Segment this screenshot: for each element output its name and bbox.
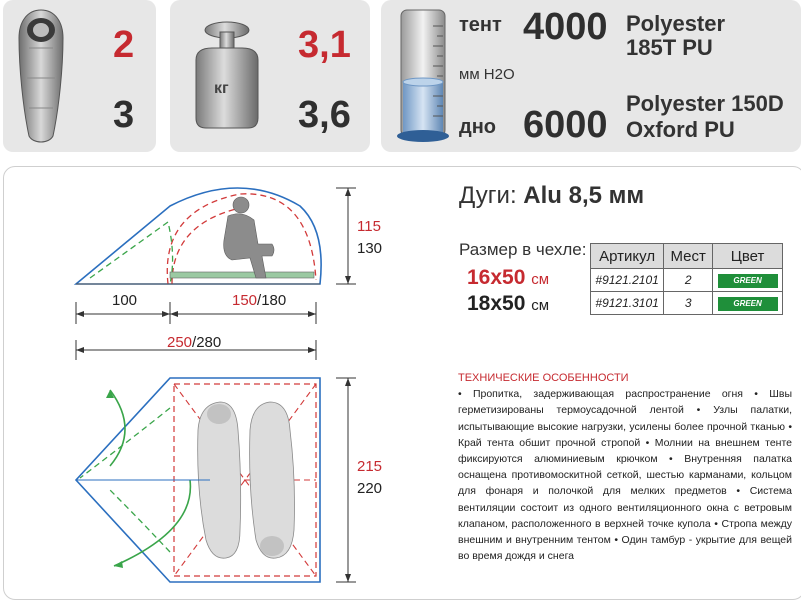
total-length — [167, 334, 221, 351]
waterproof-panel — [381, 0, 801, 152]
tent-material-1: Polyester — [626, 11, 726, 36]
plan-view-diagram — [0, 370, 450, 598]
places-cell: 3 — [664, 292, 713, 315]
poles-label: Дуги: — [459, 182, 517, 209]
column-header-places: Мест — [664, 244, 713, 269]
total-length-2: /280 — [192, 334, 222, 351]
pack-size-2-unit: см — [531, 297, 550, 314]
inner-length-1: 150 — [232, 292, 258, 309]
article-cell: #9121.2101 — [591, 269, 664, 292]
tent-material-2: 185T PU — [626, 35, 713, 60]
pack-size-2-value: 18x50 — [467, 292, 526, 315]
total-length-1: 250 — [167, 334, 193, 351]
tent-water-value: 4000 — [523, 6, 608, 48]
pack-size-1 — [467, 266, 549, 290]
color-badge: GREEN — [718, 274, 778, 288]
capacity-panel — [3, 0, 156, 152]
features-text: • Пропитка, задерживающая распространение огня • Швы герметизированы термоусадочной лентой • Узлы палатки, испытывающие высокие нагрузки, усилены более прочной тканью • Край тента обшит прочной стропой • Молнии на внешнем тенте фиксируются алюминиевым крючком • Внутренняя палатка оснащена противомоскитной сеткой, шестью карманами, кольцом для фонаря и полочкой для мелких предметов • Система вентиляции состоит из одного вентиляционного окна с ветровым клапаном, расположенного в верхней точке купола • Стропа между внешним и внутренним тентом • Один тамбур - укрытие для вещей во время дождя и снега — [458, 388, 792, 563]
column-header-article: Артикул — [591, 244, 664, 269]
person-silhouette — [224, 197, 274, 278]
weight-icon — [190, 20, 264, 132]
weight-value-1: 3,1 — [298, 24, 351, 66]
floor-water-value: 6000 — [523, 104, 608, 146]
table-row — [591, 269, 783, 292]
poles-line — [459, 182, 644, 210]
height-label — [357, 216, 382, 260]
plan-length-label — [357, 456, 382, 500]
pack-size-1-unit: см — [531, 271, 550, 288]
tent-label: тент — [459, 14, 502, 36]
pack-size-2 — [467, 292, 549, 316]
table-row — [591, 292, 783, 315]
side-view-diagram — [0, 160, 450, 370]
height-value-2: 130 — [357, 240, 383, 257]
capacity-value-2: 3 — [113, 94, 135, 136]
features-title: ТЕХНИЧЕСКИЕ ОСОБЕННОСТИ — [458, 372, 629, 384]
poles-value: Alu 8,5 мм — [523, 182, 645, 209]
water-column-icon — [395, 6, 451, 146]
capacity-value-1: 2 — [113, 24, 135, 66]
floor-material-2: Oxford PU — [626, 117, 735, 142]
floor-material-1: Polyester 150D — [626, 91, 784, 116]
vestibule-length: 100 — [112, 292, 138, 309]
plan-length-2: 220 — [357, 480, 383, 497]
weight-unit: кг — [214, 80, 229, 97]
sleeping-bag-icon — [15, 8, 67, 146]
column-header-color: Цвет — [713, 244, 783, 269]
pack-size-1-value: 16x50 — [467, 266, 526, 289]
color-cell — [713, 269, 783, 292]
color-cell — [713, 292, 783, 315]
sleeping-pad-2 — [250, 402, 295, 558]
table-header-row — [591, 244, 783, 269]
weight-panel — [170, 0, 370, 152]
inner-length-2: /180 — [257, 292, 287, 309]
article-cell: #9121.3101 — [591, 292, 664, 315]
height-value-1: 115 — [357, 218, 381, 235]
color-badge: GREEN — [718, 297, 778, 311]
technical-features — [458, 370, 792, 564]
weight-value-2: 3,6 — [298, 94, 351, 136]
pack-size-label: Размер в чехле: — [459, 240, 587, 259]
places-cell: 2 — [664, 269, 713, 292]
floor-label: дно — [459, 116, 496, 138]
article-table — [590, 243, 783, 315]
water-unit: мм H2O — [459, 66, 515, 83]
plan-length-1: 215 — [357, 458, 383, 475]
inner-length — [232, 292, 286, 309]
